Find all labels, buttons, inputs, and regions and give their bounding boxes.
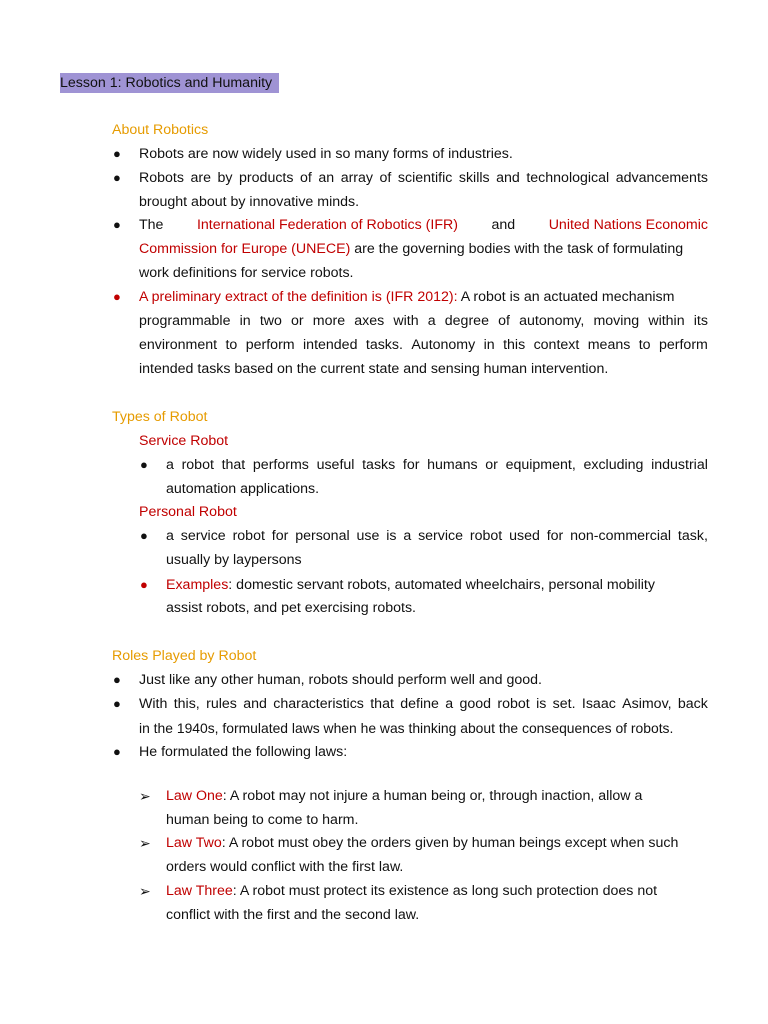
- law-one-line-2: human being to come to harm.: [166, 812, 359, 828]
- arrow-bullet-icon: ➢: [139, 788, 151, 804]
- bullet-icon: ●: [113, 696, 121, 711]
- page-title: Lesson 1: Robotics and Humanity: [60, 75, 273, 91]
- about-bullet-2-line-1: Robots are by products of an array of scientific skills and technological advancements: [139, 170, 708, 186]
- law-three-label: Law Three: [166, 883, 233, 899]
- about-bullet-4-line-3: environment to perform intended tasks. Autonomy in this context means to perform: [139, 337, 708, 353]
- personal-robot-line-1: a service robot for personal use is a service robot used for non-commercial task,: [166, 528, 708, 544]
- law-one-label: Law One: [166, 788, 223, 804]
- bullet-icon: ●: [113, 289, 121, 304]
- bullet-icon: ●: [113, 217, 121, 232]
- bullet-icon: ●: [140, 528, 148, 543]
- unece-name-part-1: United Nations Economic: [548, 217, 708, 233]
- roles-heading: Roles Played by Robot: [112, 648, 257, 664]
- law-two-label: Law Two: [166, 835, 222, 851]
- ifr-name: International Federation of Robotics (IFR): [196, 217, 458, 233]
- bullet-icon: ●: [113, 146, 121, 161]
- personal-robot-line-2: usually by laypersons: [166, 552, 302, 568]
- unece-name-part-2: Commission for Europe (UNECE): [139, 241, 351, 257]
- law-three-line-2: conflict with the first and the second law.: [166, 907, 420, 923]
- bullet-icon: ●: [140, 457, 148, 472]
- examples-label: Examples: [166, 577, 229, 593]
- bullet-icon: ●: [140, 577, 148, 592]
- arrow-bullet-icon: ➢: [139, 835, 151, 851]
- about-heading: About Robotics: [112, 122, 209, 138]
- law-three-line-1: Law Three: A robot must protect its existence as long such protection does not: [166, 883, 658, 899]
- about-bullet-1: Robots are now widely used in so many forms of industries.: [139, 146, 513, 162]
- types-heading: Types of Robot: [112, 409, 208, 425]
- service-robot-line-1: a robot that performs useful tasks for humans or equipment, excluding industrial: [166, 457, 708, 473]
- service-robot-line-2: automation applications.: [166, 481, 320, 497]
- bullet-icon: ●: [113, 672, 121, 687]
- examples-line-1: Examples: domestic servant robots, automated wheelchairs, personal mobility: [166, 577, 655, 593]
- roles-bullet-2-line-1: With this, rules and characteristics that define a good robot is set. Isaac Asimov, back: [139, 696, 708, 712]
- roles-bullet-3: He formulated the following laws:: [139, 744, 348, 760]
- about-bullet-3-line-3: work definitions for service robots.: [139, 265, 354, 281]
- text-the: The: [139, 217, 164, 233]
- arrow-bullet-icon: ➢: [139, 883, 151, 899]
- examples-line-2: assist robots, and pet exercising robots.: [166, 600, 416, 616]
- law-two-line-2: orders would conflict with the first law.: [166, 859, 404, 875]
- about-bullet-4-line-1: A preliminary extract of the definition is (IFR 2012): A robot is an actuated mechanism: [139, 289, 675, 305]
- service-robot-heading: Service Robot: [139, 433, 229, 449]
- text-and: and: [491, 217, 516, 233]
- roles-bullet-2-line-2: in the 1940s, formulated laws when he was thinking about the consequences of robots.: [139, 720, 674, 736]
- law-one-line-1: Law One: A robot may not injure a human being or, through inaction, allow a: [166, 788, 643, 804]
- about-bullet-4-line-2: programmable in two or more axes with a degree of autonomy, moving within its: [139, 313, 708, 329]
- bullet-icon: ●: [113, 170, 121, 185]
- bullet-icon: ●: [113, 744, 121, 759]
- about-bullet-4-line-4: intended tasks based on the current state and sensing human intervention.: [139, 361, 609, 377]
- about-bullet-3-line-2: Commission for Europe (UNECE) are the governing bodies with the task of formulating: [139, 241, 684, 257]
- roles-bullet-1: Just like any other human, robots should perform well and good.: [139, 672, 542, 688]
- personal-robot-heading: Personal Robot: [139, 504, 237, 520]
- law-two-line-1: Law Two: A robot must obey the orders given by human beings except when such: [166, 835, 679, 851]
- about-bullet-3-line-1: [139, 216, 708, 234]
- about-bullet-2-line-2: brought about by innovative minds.: [139, 194, 360, 210]
- ifr-definition-label: A preliminary extract of the definition is (IFR 2012):: [139, 289, 458, 305]
